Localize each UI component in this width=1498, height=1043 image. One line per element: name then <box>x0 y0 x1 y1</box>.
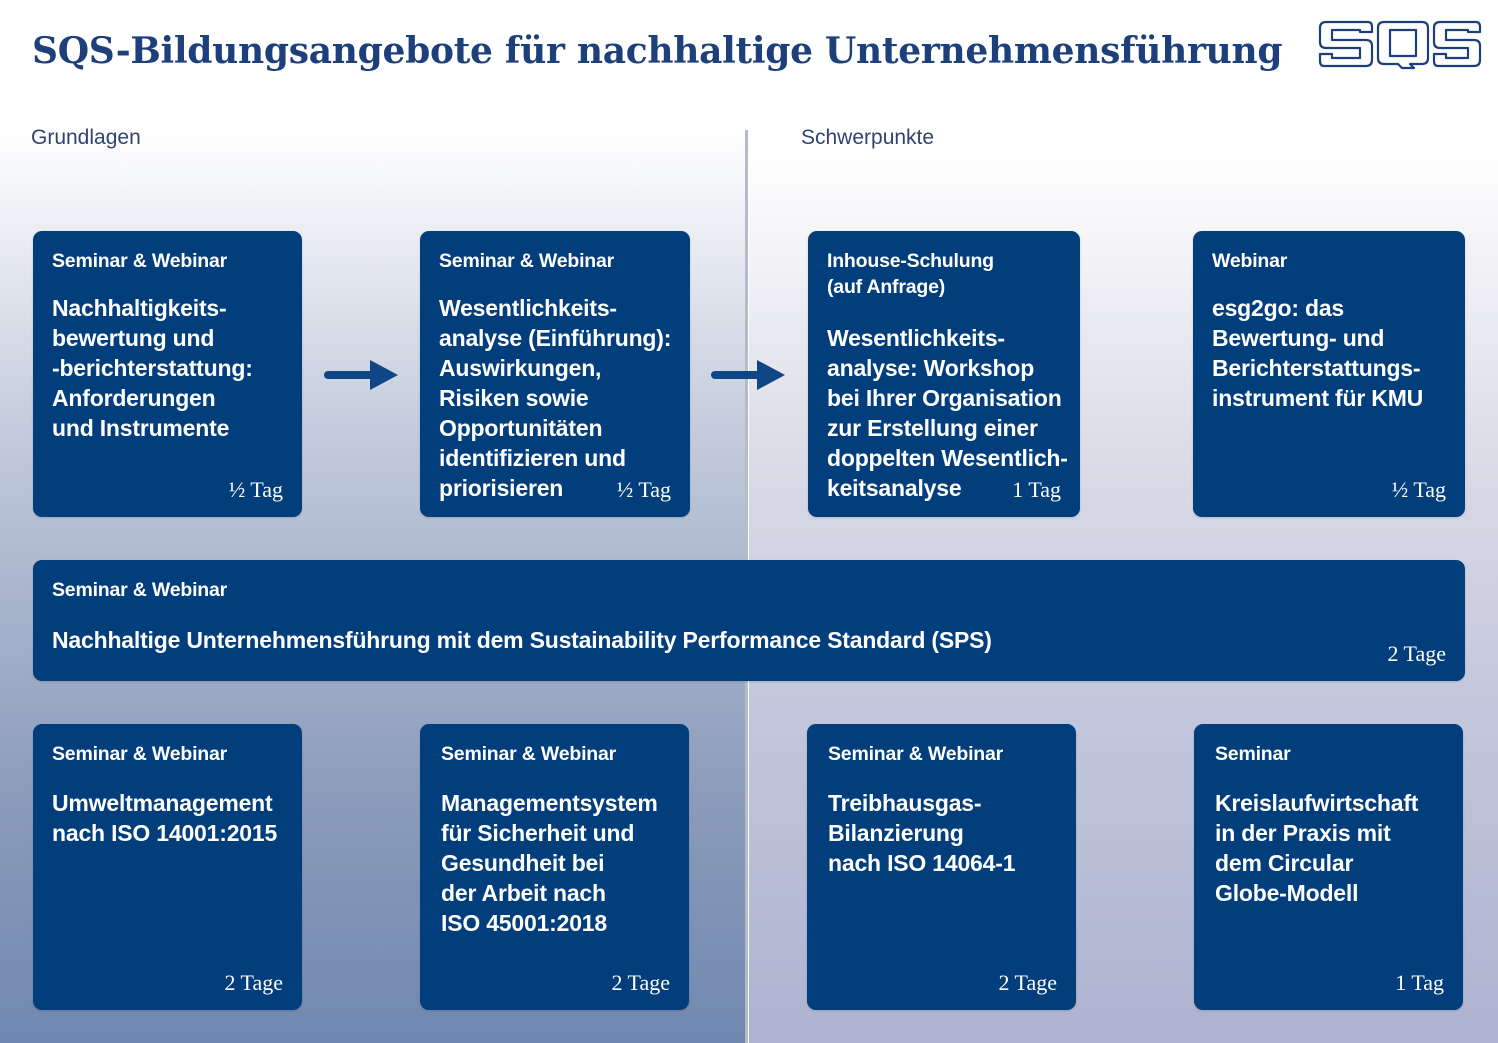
course-title: Nachhaltige Unternehmensführung mit dem Sustainability Performance Standard (SPS) <box>52 627 992 653</box>
course-type: Seminar & Webinar <box>828 743 1004 765</box>
section-label-schwerpunkte: Schwerpunkte <box>801 126 935 149</box>
course-duration: 2 Tage <box>611 970 670 995</box>
course-type: Seminar & Webinar <box>52 250 228 272</box>
course-card-esg2go[interactable] <box>1193 231 1465 517</box>
course-card-iso14064[interactable] <box>807 724 1076 1010</box>
course-card-kreislaufwirtschaft[interactable] <box>1194 724 1463 1010</box>
page-title: SQS-Bildungsangebote für nachhaltige Unternehmensführung <box>32 30 1283 72</box>
course-card-sps[interactable] <box>33 560 1465 681</box>
course-title: Wesentlichkeits- analyse: Workshop bei Ihrer Organisation zur Erstellung einer doppelten Wesentlich- keitsanalyse <box>827 325 1068 501</box>
course-card-nachhaltigkeitsbewertung[interactable] <box>33 231 302 517</box>
course-type: Webinar <box>1212 250 1288 272</box>
course-duration: ½ Tag <box>616 477 671 502</box>
course-card-iso45001[interactable] <box>420 724 689 1010</box>
course-duration: 2 Tage <box>998 970 1057 995</box>
course-type: Seminar & Webinar <box>439 250 615 272</box>
course-card-iso14001[interactable] <box>33 724 302 1010</box>
course-title: Nachhaltigkeits- bewertung und -berichterstattung: Anforderungen und Instrumente <box>52 295 253 441</box>
course-card-wesentlichkeitsanalyse-einfuehrung[interactable] <box>420 231 690 517</box>
course-duration: ½ Tag <box>228 477 283 502</box>
course-title: Managementsystem für Sicherheit und Gesundheit bei der Arbeit nach ISO 45001:2018 <box>441 790 658 936</box>
course-card-wesentlichkeitsanalyse-workshop[interactable] <box>808 231 1080 517</box>
course-title: esg2go: das Bewertung- und Berichterstattungs- instrument für KMU <box>1212 295 1424 411</box>
course-title: Wesentlichkeits- analyse (Einführung): Auswirkungen, Risiken sowie Opportunitäten identifizieren und priorisieren <box>439 295 672 501</box>
course-duration: 1 Tag <box>1012 477 1061 502</box>
course-type: Seminar & Webinar <box>52 579 228 601</box>
course-title: Umweltmanagement nach ISO 14001:2015 <box>52 790 278 846</box>
course-type: Inhouse-Schulung (auf Anfrage) <box>827 250 994 298</box>
arrow-right-icon <box>709 356 787 394</box>
course-duration: 2 Tage <box>224 970 283 995</box>
arrow-right-icon <box>322 356 400 394</box>
course-type: Seminar & Webinar <box>441 743 617 765</box>
course-title: Kreislaufwirtschaft in der Praxis mit dem Circular Globe-Modell <box>1215 790 1419 906</box>
sqs-logo <box>1318 18 1484 70</box>
course-duration: ½ Tag <box>1391 477 1446 502</box>
course-type: Seminar <box>1215 743 1291 765</box>
course-duration: 2 Tage <box>1387 641 1446 666</box>
course-type: Seminar & Webinar <box>52 743 228 765</box>
course-title: Treibhausgas- Bilanzierung nach ISO 14064-1 <box>828 790 1016 876</box>
course-duration: 1 Tag <box>1395 970 1444 995</box>
section-label-grundlagen: Grundlagen <box>31 126 141 149</box>
